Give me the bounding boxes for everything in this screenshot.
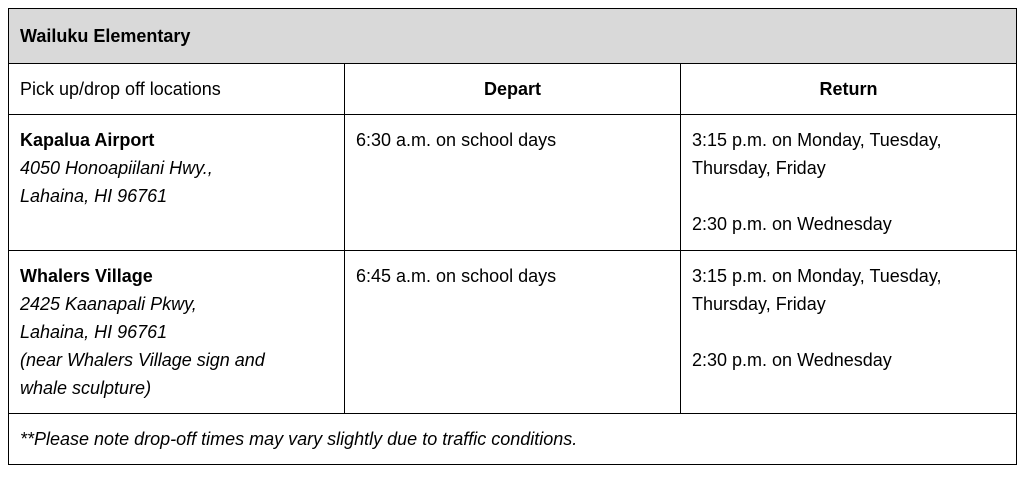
return-time: 3:15 p.m. on Monday, Tuesday, xyxy=(692,130,942,150)
traffic-note: **Please note drop-off times may vary slightly due to traffic conditions. xyxy=(9,414,1017,465)
header-depart: Depart xyxy=(345,64,681,115)
note-row xyxy=(9,414,1017,465)
location-address-line: 2425 Kaanapali Pkwy, xyxy=(20,294,197,314)
depart-cell: 6:45 a.m. on school days xyxy=(345,251,681,414)
return-days: Thursday, Friday xyxy=(692,294,826,314)
return-time: 3:15 p.m. on Monday, Tuesday, xyxy=(692,266,942,286)
location-name: Whalers Village xyxy=(20,266,153,286)
return-wednesday: 2:30 p.m. on Wednesday xyxy=(692,350,892,370)
header-row xyxy=(9,64,1017,115)
location-address-line: Lahaina, HI 96761 xyxy=(20,322,168,342)
title-row xyxy=(9,9,1017,64)
return-cell xyxy=(681,115,1017,251)
table-row xyxy=(9,251,1017,414)
location-address-line: whale sculpture) xyxy=(20,378,152,398)
location-cell xyxy=(9,251,345,414)
header-return: Return xyxy=(681,64,1017,115)
table-title: Wailuku Elementary xyxy=(9,9,1017,64)
header-locations: Pick up/drop off locations xyxy=(9,64,345,115)
location-name: Kapalua Airport xyxy=(20,130,155,150)
location-cell xyxy=(9,115,345,251)
return-cell xyxy=(681,251,1017,414)
table-row xyxy=(9,115,1017,251)
return-days: Thursday, Friday xyxy=(692,158,826,178)
return-wednesday: 2:30 p.m. on Wednesday xyxy=(692,214,892,234)
depart-cell: 6:30 a.m. on school days xyxy=(345,115,681,251)
schedule-table xyxy=(8,8,1017,465)
location-address-line: Lahaina, HI 96761 xyxy=(20,186,168,206)
location-address-line: (near Whalers Village sign and xyxy=(20,350,265,370)
location-address-line: 4050 Honoapiilani Hwy., xyxy=(20,158,213,178)
